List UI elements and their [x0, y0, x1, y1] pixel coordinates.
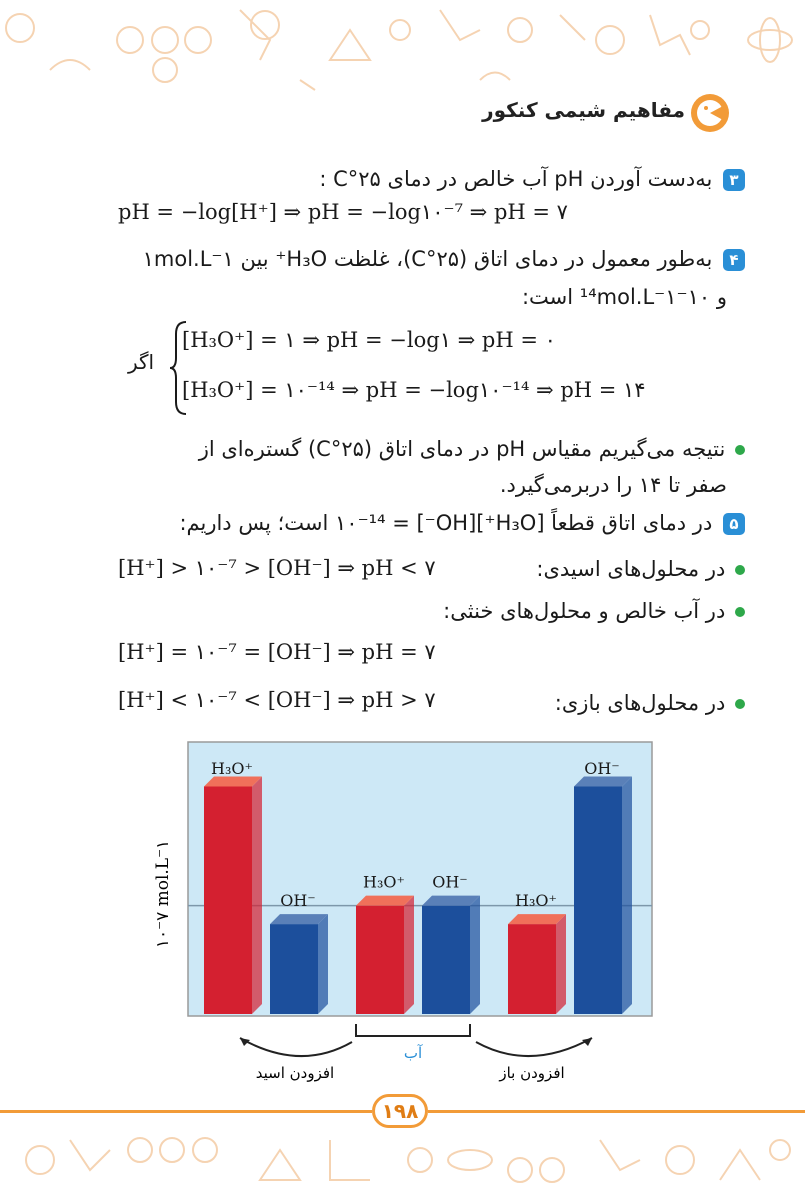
- bar-top-2-0: [508, 914, 566, 924]
- bar-2-1: [574, 787, 622, 1015]
- bar-side-0-1: [318, 914, 328, 1014]
- top-decoration: [0, 0, 805, 100]
- acidic-label: در محلول‌های اسیدی:: [536, 557, 726, 581]
- neutral-formula: [H⁺] = ۱۰⁻⁷ = [OH⁻] ⇒ pH = ۷: [118, 640, 436, 664]
- bar-0-1: [270, 924, 318, 1014]
- item4-badge: ۴: [723, 249, 745, 271]
- bar-side-2-1: [622, 777, 632, 1015]
- result-text-line1: نتیجه می‌گیریم مقیاس pH در دمای اتاق (۲۵°C) گستره‌ای از: [198, 437, 726, 461]
- neutral-label: در آب خالص و محلول‌های خنثی:: [443, 599, 726, 623]
- bar-top-1-1: [422, 896, 480, 906]
- bar-label-1-0: H₃O⁺: [363, 872, 405, 892]
- bar-label-1-1: OH⁻: [432, 872, 468, 892]
- bar-label-0-1: OH⁻: [280, 891, 316, 911]
- add-acid-arrow: [240, 1038, 352, 1056]
- case2-formula: [H₃O⁺] = ۱۰⁻¹⁴ ⇒ pH = −log۱۰⁻¹⁴ ⇒ pH = ۱۴: [182, 378, 646, 402]
- bar-label-2-0: H₃O⁺: [515, 891, 557, 911]
- item3-badge: ۳: [723, 169, 745, 191]
- basic-line: [490, 688, 745, 718]
- item3-text: به‌دست آوردن pH آب خالص در دمای ۲۵°C :: [319, 167, 713, 191]
- bar-side-1-1: [470, 896, 480, 1014]
- add-base-arrow: [476, 1038, 592, 1056]
- item4-line1: [118, 244, 745, 274]
- chapter-title: مفاهیم شیمی کنکور: [482, 98, 685, 122]
- bar-1-0: [356, 906, 404, 1014]
- case-block: [168, 320, 748, 416]
- bottom-decoration: [0, 1120, 805, 1202]
- ph-bar-chart: [140, 736, 700, 1096]
- bar-label-0-0: H₃O⁺: [211, 759, 253, 778]
- acidic-line: [480, 554, 745, 584]
- water-label: آب: [403, 1044, 423, 1062]
- neutral-line: [118, 596, 745, 626]
- bar-side-0-0: [252, 777, 262, 1015]
- bar-0-0: [204, 787, 252, 1015]
- item4-text-line2: و ۱۰⁻¹⁴mol.L⁻۱ است:: [521, 285, 727, 309]
- footer-line-right: [428, 1110, 805, 1113]
- acidic-formula: [H⁺] > ۱۰⁻⁷ > [OH⁻] ⇒ pH < ۷: [118, 556, 436, 580]
- bullet-icon: [735, 565, 745, 575]
- bar-1-1: [422, 906, 470, 1014]
- chapter-logo-icon: [689, 92, 731, 134]
- basic-label: در محلول‌های بازی:: [554, 691, 726, 715]
- bar-top-2-1: [574, 777, 632, 787]
- y-axis-label: ۱۰⁻۷ mol.L⁻۱: [153, 839, 173, 949]
- bar-2-0: [508, 924, 556, 1014]
- bar-top-1-0: [356, 896, 414, 906]
- case1-formula: [H₃O⁺] = ۱ ⇒ pH = −log۱ ⇒ pH = ۰: [182, 328, 556, 352]
- add-base-label: افزودن باز: [499, 1064, 565, 1082]
- item5-badge: ۵: [723, 513, 745, 535]
- footer-line-left: [0, 1110, 372, 1113]
- bar-top-0-1: [270, 914, 328, 924]
- case-label: اگر: [128, 350, 155, 374]
- page-number: ۱۹۸: [372, 1094, 428, 1128]
- item3-formula: pH = −log[H⁺] ⇒ pH = −log۱۰⁻⁷ ⇒ pH = ۷: [118, 200, 568, 224]
- item3-line: [118, 164, 745, 194]
- bullet-icon: [735, 699, 745, 709]
- bullet-icon: [735, 445, 745, 455]
- bar-side-2-0: [556, 914, 566, 1014]
- bar-label-2-1: OH⁻: [584, 759, 620, 778]
- bar-side-1-0: [404, 896, 414, 1014]
- item5-line: [118, 508, 745, 538]
- result-text-line2: صفر تا ۱۴ را دربرمی‌گیرد.: [499, 473, 727, 497]
- result-line1: [118, 434, 745, 464]
- item4-text-line1: به‌طور معمول در دمای اتاق (۲۵°C)، غلظت H₃O⁺ بین ۱mol.L⁻۱: [142, 247, 713, 271]
- add-acid-label: افزودن اسید: [255, 1064, 335, 1082]
- bar-top-0-0: [204, 777, 262, 787]
- water-bracket: [356, 1024, 470, 1036]
- basic-formula: [H⁺] < ۱۰⁻⁷ < [OH⁻] ⇒ pH > ۷: [118, 688, 436, 712]
- bullet-icon: [735, 607, 745, 617]
- item5-text: در دمای اتاق قطعاً [H₃O⁺][OH⁻] = ۱۰⁻¹⁴ است؛ پس داریم:: [179, 511, 713, 535]
